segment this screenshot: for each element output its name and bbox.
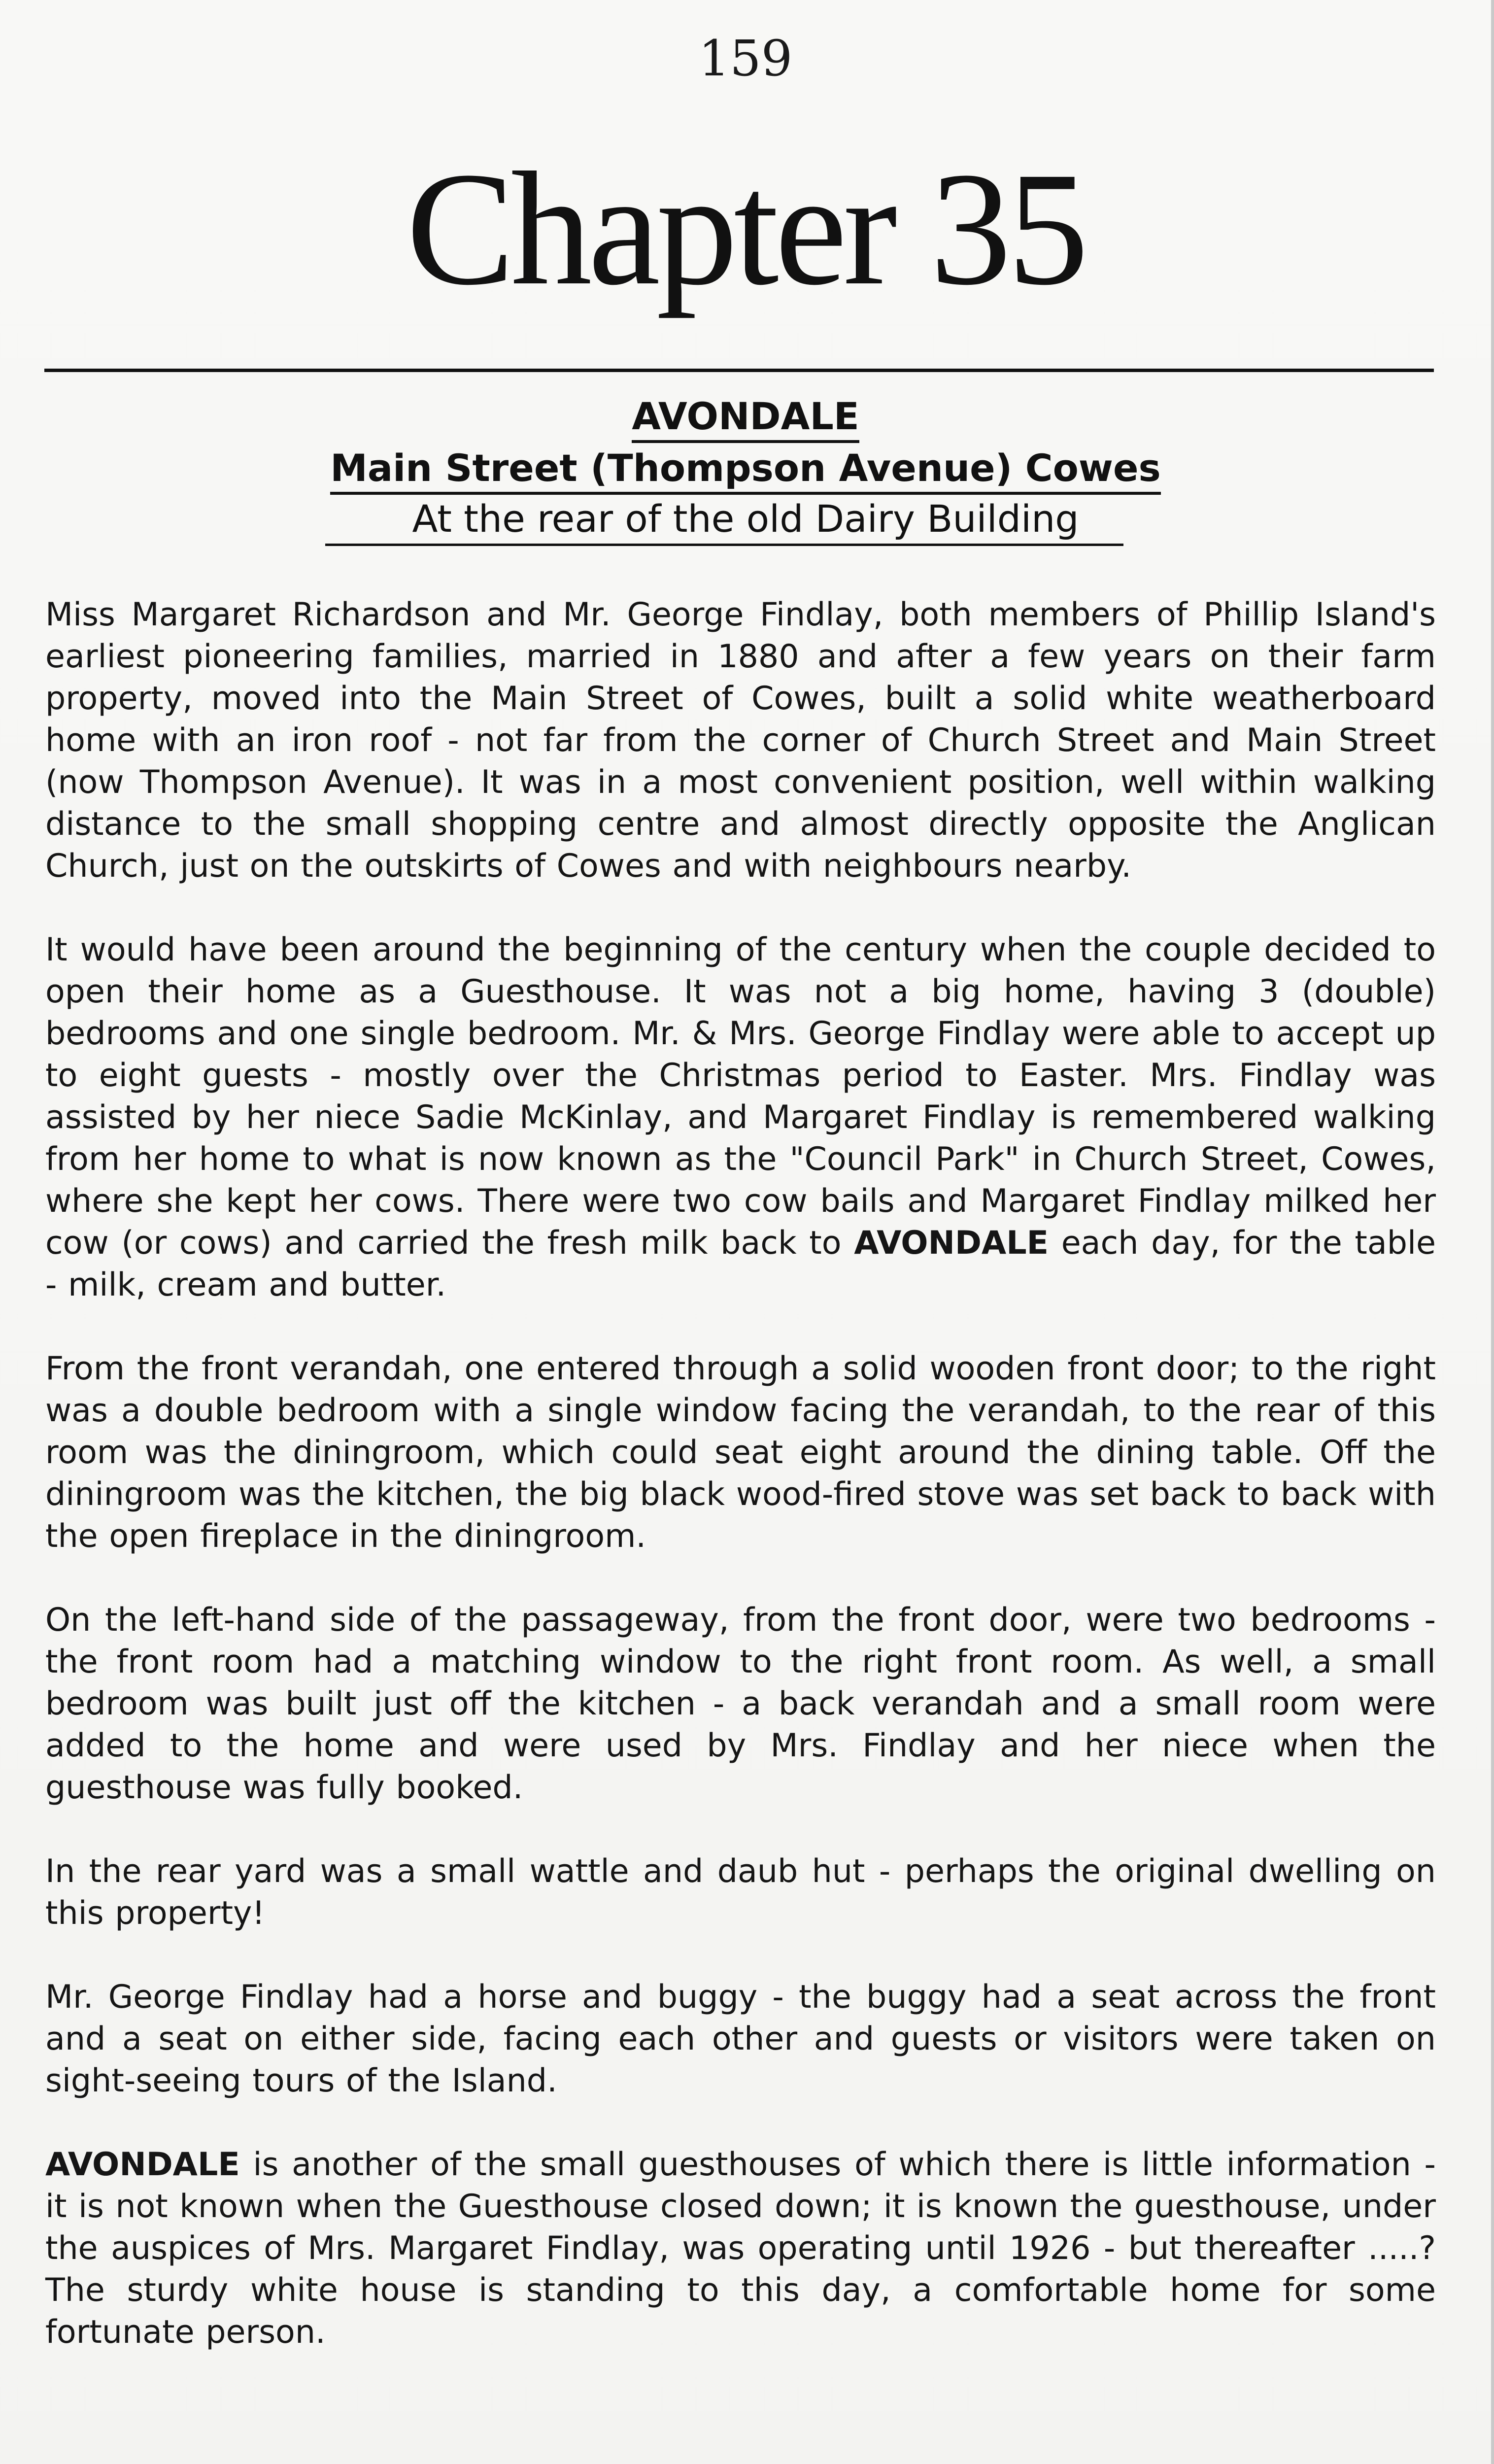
page-number: 159 xyxy=(698,30,793,87)
body-text xyxy=(45,594,1436,2395)
paragraph-5 xyxy=(45,1850,1436,1934)
paragraph-2-emphasis: AVONDALE xyxy=(854,1225,1049,1262)
title-divider xyxy=(44,369,1434,372)
address-text: Main Street (Thompson Avenue) Cowes xyxy=(330,446,1161,495)
chapter-title: Chapter 35 xyxy=(406,139,1085,319)
paragraph-6-text: Mr. George Findlay had a horse and buggy - the buggy had a seat across the front and a seat on either side, facing each other and guests or visitors were taken on sight-seeing tours of the Island. xyxy=(45,1979,1436,2099)
paragraph-2 xyxy=(45,929,1436,1306)
paragraph-4 xyxy=(45,1599,1436,1809)
paragraph-4-text: On the left-hand side of the passageway, from the front door, were two bedrooms - the front room had a matching window to the right front room. As well, a small bedroom was built just off the kitchen - a back verandah and a small room were added to the home and were used by Mrs. Findlay and her niece when the guesthouse was fully booked. xyxy=(45,1602,1436,1806)
paragraph-7 xyxy=(45,2144,1436,2353)
paragraph-2-text: It would have been around the beginning of the century when the couple decided to open their home as a Guesthouse. It was not a big home, having 3 (double) bedrooms and one single bedroom. Mr. & Mrs. George Findlay were able to accept up to eight guests - mostly over the Christmas period to Easter. Mrs. Findlay was assisted by her niece Sadie McKinlay, and Margaret Findlay is remembered walking from her home to what is now known as the "Council Park" in Church Street, Cowes, where she kept her cows. There were two cow bails and Margaret Findlay milked her cow (or cows) and carried the fresh milk back to xyxy=(45,931,1436,1262)
paragraph-3-text: From the front verandah, one entered through a solid wooden front door; to the right was a double bedroom with a single window facing the verandah, to the rear of this room was the diningroom, which could seat eight around the dining table. Off the diningroom was the kitchen, the big black wood-fired stove was set back to back with the open fireplace in the diningroom. xyxy=(45,1350,1436,1555)
paragraph-3 xyxy=(45,1348,1436,1557)
location-underline xyxy=(325,544,1123,546)
paragraph-5-text: In the rear yard was a small wattle and daub hut - perhaps the original dwelling on this property! xyxy=(45,1853,1436,1932)
location-text: At the rear of the old Dairy Building xyxy=(412,497,1079,541)
paragraph-6 xyxy=(45,1976,1436,2102)
paragraph-1 xyxy=(45,594,1436,887)
paragraph-7-lead: AVONDALE xyxy=(45,2146,240,2183)
guesthouse-name: AVONDALE xyxy=(632,394,859,443)
paragraph-1-text: Miss Margaret Richardson and Mr. George Findlay, both members of Phillip Island's earliest pioneering families, married in 1880 and after a few years on their farm property, moved into the Main Street of Cowes, built a solid white weatherboard home with an iron roof - not far from the corner of Church Street and Main Street (now Thompson Avenue). It was in a most convenient position, well within walking distance to the small shopping centre and almost directly opposite the Anglican Church, just on the outskirts of Cowes and with neighbours nearby. xyxy=(45,596,1436,885)
guesthouse-name-heading xyxy=(0,394,1491,443)
paragraph-2-tail: each day, for the table - milk, cream and butter. xyxy=(45,1225,1436,1303)
location-heading xyxy=(0,497,1491,543)
paragraph-7-text: is another of the small guesthouses of which there is little information - it is not known when the Guesthouse closed down; it is known the guesthouse, under the auspices of Mrs. Margaret Findlay, was operating until 1926 - but thereafter .....? The sturdy white house is standing to this day, a comfortable home for some fortunate person. xyxy=(45,2146,1436,2351)
address-heading xyxy=(0,446,1491,495)
